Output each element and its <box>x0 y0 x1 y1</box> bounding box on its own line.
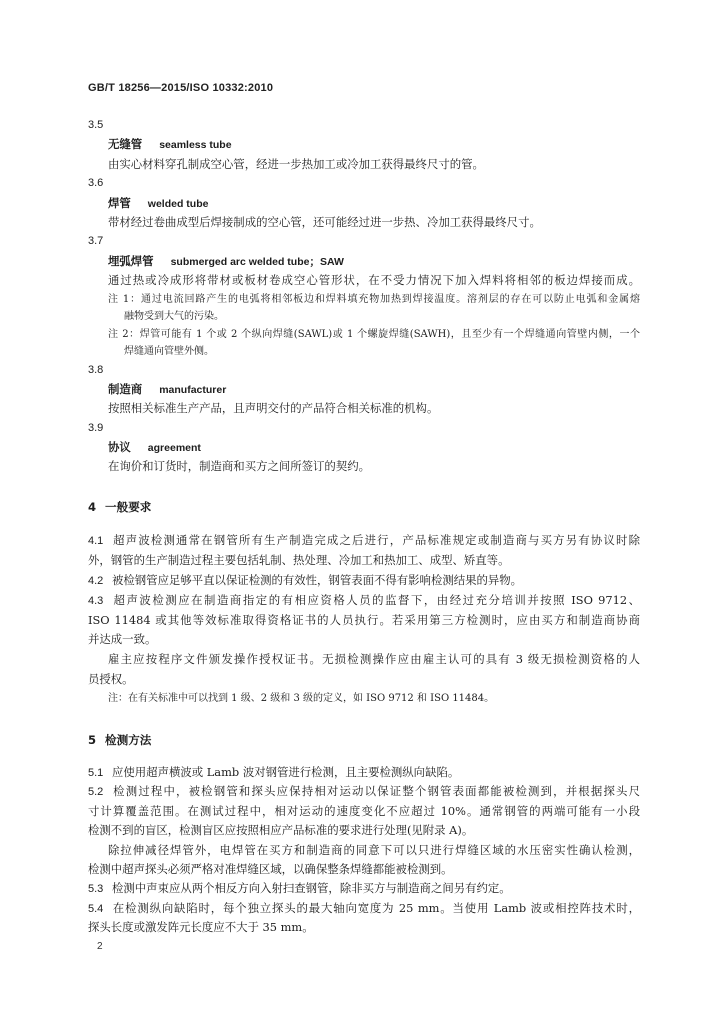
clause-text: 超声波检测通常在钢管所有生产制造完成之后进行，产品标准规定或制造商与买方另有协议时除 <box>112 533 640 547</box>
term-en: manufacturer <box>159 383 227 396</box>
clause-line <box>88 899 640 918</box>
terms-block <box>88 116 640 477</box>
clause-number: 3.9 <box>88 421 104 434</box>
term-zh: 无缝管 <box>108 137 143 152</box>
clause-number: 5.4 <box>88 902 104 915</box>
section-title: 检测方法 <box>105 733 152 747</box>
section-number: 5 <box>88 733 97 747</box>
note-line: 注：在有关标准中可以找到 1 级、2 级和 3 级的定义，如 ISO 9712 和 ISO 11484。 <box>108 693 495 705</box>
note-label: 注 2： <box>108 328 140 340</box>
term-en: welded tube <box>147 197 209 210</box>
note-line <box>88 326 640 344</box>
clause-line <box>88 879 640 898</box>
clause-line: ISO 11484 或其他等效标准取得资格证书的人员执行。若采用第三方检测时，应由买方和制造商协商 <box>88 612 640 627</box>
clause-line: 并达成一致。 <box>88 632 157 647</box>
clause-line <box>88 782 640 801</box>
clause-line: 寸计算覆盖范围。在测试过程中，相对运动的速度变化不应超过 10%。通常钢管的两端可能有一小段 <box>88 803 640 818</box>
clause-text: 应使用超声横波或 Lamb 波对钢管进行检测，且主要检测纵向缺陷。 <box>112 765 460 779</box>
clause-line <box>88 531 640 551</box>
definition-line: 通过热或冷成形将带材或板材卷成空心管形状，在不受力情况下加入焊料将相邻的板边焊接而成。 <box>108 273 640 288</box>
clause-number: 3.5 <box>88 119 104 131</box>
definition-line: 在询价和订货时，制造商和买方之间所签订的契约。 <box>108 459 370 474</box>
note-label: 注 1： <box>108 293 142 305</box>
clause-number: 4.3 <box>88 594 104 607</box>
clause-line <box>88 591 640 611</box>
clause-text: 检测过程中，被检钢管和探头应保持相对运动以保证整个钢管表面都能被检测到，并根据探头尺 <box>112 784 640 799</box>
term-en: agreement <box>147 442 201 455</box>
note-line: 焊缝通向管壁外侧。 <box>124 346 214 358</box>
paragraph-line: 除拉伸减径焊管外，电焊管在买方和制造商的同意下可以只进行焊缝区域的水压密实性确认检测， <box>108 842 640 857</box>
clause-line <box>88 763 640 782</box>
clause-number: 4.1 <box>88 535 104 547</box>
term-zh: 制造商 <box>108 381 143 396</box>
section-heading <box>88 497 640 517</box>
definition-line: 按照相关标准生产产品，且声明交付的产品符合相关标准的机构。 <box>108 401 439 416</box>
term-en: seamless tube <box>159 139 232 152</box>
clause-line: 外，钢管的生产制造过程主要包括轧制、热处理、冷加工和热加工、成型、矫直等。 <box>88 552 510 567</box>
clause-number: 4.2 <box>88 574 104 587</box>
clause-line: 探头长度或激发阵元长度应不大于 35 mm。 <box>88 920 314 935</box>
note-text: 焊管可能有 1 个或 2 个纵向焊缝(SAWL)或 1 个螺旋焊缝(SAWH)，且至少有一个焊缝通向管壁内侧，一个 <box>139 328 640 340</box>
note-line <box>88 291 640 309</box>
clause-text: 被检钢管应足够平直以保证检测的有效性，钢管表面不得有影响检测结果的异物。 <box>112 572 523 587</box>
term-line <box>88 252 640 271</box>
clause-line <box>88 571 640 591</box>
clause-number: 5.1 <box>88 767 104 779</box>
section-title: 一般要求 <box>105 500 152 514</box>
term-zh: 埋弧焊管 <box>108 253 154 268</box>
section-number: 4 <box>88 500 97 514</box>
clause-text: 在检测纵向缺陷时，每个独立探头的最大轴向宽度为 25 mm。当使用 Lamb 波或相控阵技术时， <box>112 900 640 915</box>
clause-number: 5.3 <box>88 883 104 896</box>
clause-text: 超声波检测应在制造商指定的有相应资格人员的监督下，由经过充分培训并按照 ISO 9712、 <box>112 592 640 607</box>
clause-number: 3.6 <box>88 177 104 190</box>
clause-number: 3.8 <box>88 363 104 376</box>
term-line <box>88 194 640 213</box>
paragraph-line: 员授权。 <box>88 672 134 687</box>
standard-header: GB/T 18256—2015/ISO 10332:2010 <box>88 82 274 94</box>
term-zh: 协议 <box>108 440 131 455</box>
term-line <box>88 135 640 154</box>
clause-text: 检测中声束应从两个相反方向入射扫查钢管，除非买方与制造商之间另有约定。 <box>112 881 511 896</box>
term-line <box>88 438 640 457</box>
clause-number: 5.2 <box>88 786 104 799</box>
clause-number: 3.7 <box>88 235 104 248</box>
page-number: 2 <box>97 941 103 952</box>
definition-line: 由实心材料穿孔制成空心管，经进一步热加工或冷加工获得最终尺寸的管。 <box>108 156 484 171</box>
term-zh: 焊管 <box>108 195 131 210</box>
term-line <box>88 380 640 399</box>
clause-line: 检测不到的盲区，检测盲区应按照相应产品标准的要求进行处理(见附录 A)。 <box>88 823 474 838</box>
paragraph-line: 雇主应按程序文件颁发操作授权证书。无损检测操作应由雇主认可的具有 3 级无损检测资格的人 <box>108 652 640 667</box>
term-en: submerged arc welded tube；SAW <box>170 255 344 268</box>
note-line: 融物受到大气的污染。 <box>124 311 224 323</box>
section-5-body <box>88 763 640 938</box>
note-text: 通过电流回路产生的电弧将相邻板边和焊料填充物加热到焊接温度。溶剂层的存在可以防止电弧和金属熔 <box>141 293 640 305</box>
section-4-body <box>88 531 640 708</box>
definition-line: 带材经过卷曲成型后焊接制成的空心管，还可能经过进一步热、冷加工获得最终尺寸。 <box>108 214 541 229</box>
section-heading <box>88 730 640 750</box>
paragraph-line: 检测中超声探头必须严格对准焊缝区域，以确保整条焊缝都能被检测到。 <box>88 861 453 876</box>
